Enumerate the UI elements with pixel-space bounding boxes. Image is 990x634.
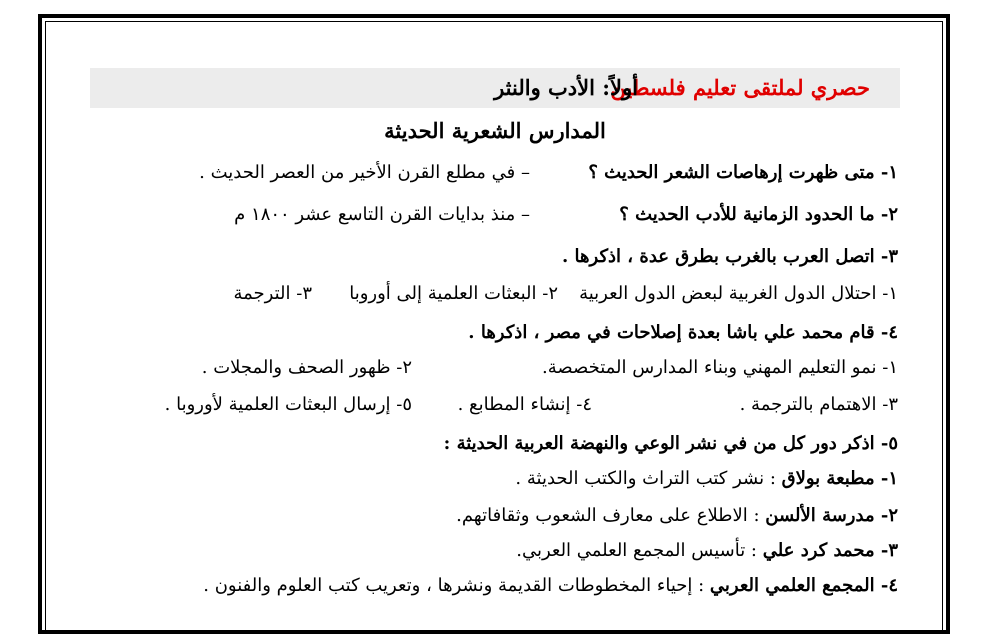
q3-item-2: ٢- البعثات العلمية إلى أوروبا xyxy=(349,283,558,304)
q4-item-5: ٥- إرسال البعثات العلمية لأوروبا . xyxy=(164,394,412,415)
q5-item-3 xyxy=(516,540,898,561)
question-1: ١- متى ظهرت إرهاصات الشعر الحديث ؟ xyxy=(588,162,898,183)
q5-item-2-name: ٢- مدرسة الألسن xyxy=(765,505,898,526)
q5-item-1-text: : نشر كتب التراث والكتب الحديثة . xyxy=(515,468,782,489)
q5-item-2 xyxy=(456,505,898,526)
answer-1: – في مطلع القرن الأخير من العصر الحديث . xyxy=(199,162,530,183)
q5-item-2-text: : الاطلاع على معارف الشعوب وثقافاتهم. xyxy=(456,505,766,526)
q3-item-3: ٣- الترجمة xyxy=(233,283,312,304)
q3-item-1: ١- احتلال الدول الغربية لبعض الدول العربية xyxy=(579,283,898,304)
q4-item-2: ٢- ظهور الصحف والمجلات . xyxy=(201,357,412,378)
q4-item-1: ١- نمو التعليم المهني وبناء المدارس المتخصصة. xyxy=(541,357,898,378)
q5-item-1-name: ١- مطبعة بولاق xyxy=(781,468,898,489)
question-2: ٢- ما الحدود الزمانية للأدب الحديث ؟ xyxy=(619,204,898,225)
q5-item-3-name: ٣- محمد كرد علي xyxy=(762,540,898,561)
q4-item-4: ٤- إنشاء المطابع . xyxy=(457,394,592,415)
question-3: ٣- اتصل العرب بالغرب بطرق عدة ، اذكرها . xyxy=(562,246,898,267)
q5-item-4-name: ٤- المجمع العلمي العربي xyxy=(709,575,898,596)
q5-item-3-text: : تأسيس المجمع العلمي العربي. xyxy=(516,540,763,561)
question-5: ٥- اذكر دور كل من في نشر الوعي والنهضة العربية الحديثة : xyxy=(443,433,898,454)
q5-item-4 xyxy=(203,575,898,596)
answer-2: – منذ بدايات القرن التاسع عشر ١٨٠٠ م xyxy=(234,204,530,225)
q5-item-1 xyxy=(515,468,898,489)
section-title: أولاً: الأدب والنثر xyxy=(494,75,638,100)
header-exclusive: حصري لملتقى تعليم فلسطين xyxy=(610,75,870,100)
page-subtitle: المدارس الشعرية الحديثة xyxy=(384,118,606,143)
question-4: ٤- قام محمد علي باشا بعدة إصلاحات في مصر ، اذكرها . xyxy=(468,322,898,343)
q5-item-4-text: : إحياء المخطوطات القديمة ونشرها ، وتعريب كتب العلوم والفنون . xyxy=(203,575,710,596)
q4-item-3: ٣- الاهتمام بالترجمة . xyxy=(739,394,898,415)
